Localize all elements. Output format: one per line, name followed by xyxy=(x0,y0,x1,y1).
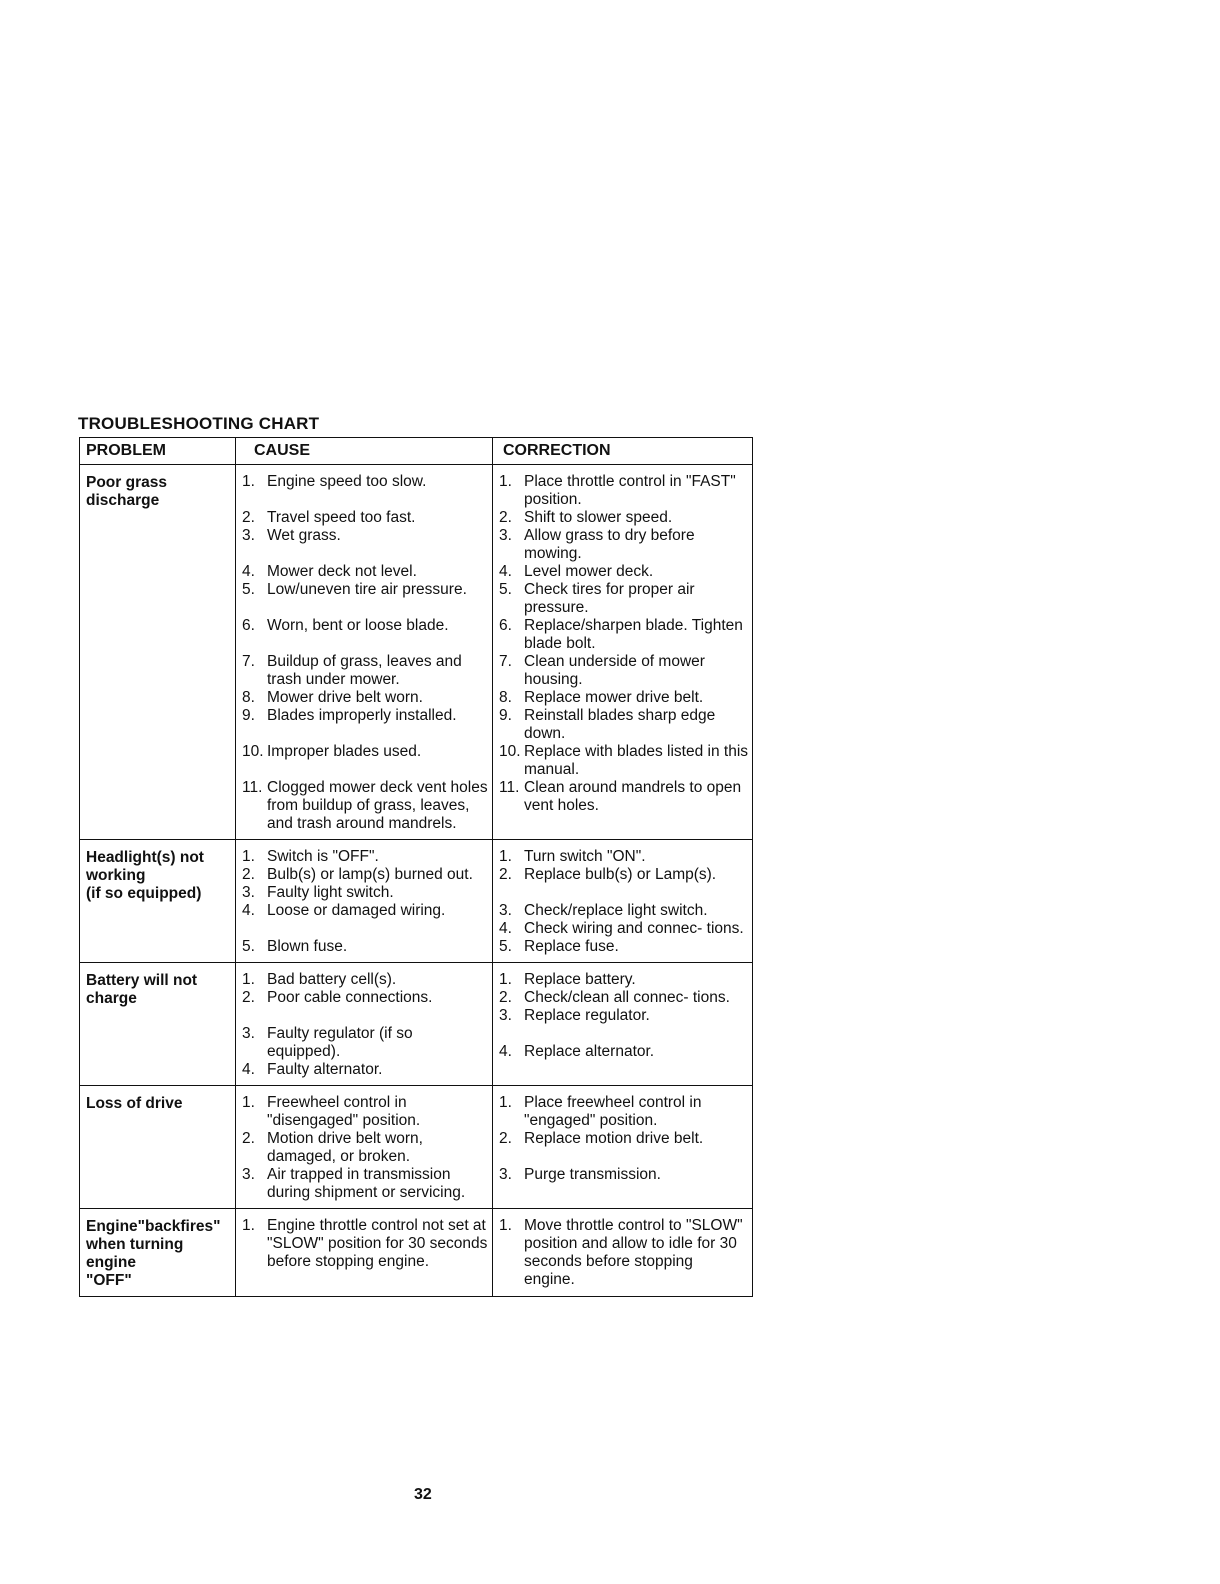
item-number: 3. xyxy=(499,902,512,919)
cause-item xyxy=(242,707,488,725)
correction-item xyxy=(499,509,748,527)
item-number: 2. xyxy=(242,1130,255,1147)
cause-item xyxy=(242,902,488,920)
cause-item xyxy=(242,563,488,581)
correction-item xyxy=(499,617,748,653)
cause-item xyxy=(242,971,488,989)
chart-title: TROUBLESHOOTING CHART xyxy=(78,414,320,433)
item-text: Replace with blades listed in this manual. xyxy=(524,743,749,778)
item-text: Check tires for proper air pressure. xyxy=(524,581,695,616)
cause-item xyxy=(242,866,488,884)
item-text: Buildup of grass, leaves and trash under mower. xyxy=(267,653,462,688)
cause-cell xyxy=(236,1086,493,1209)
item-text: Loose or damaged wiring. xyxy=(267,902,446,919)
item-text: Freewheel control in "disengaged" position. xyxy=(267,1094,421,1129)
item-text: Replace alternator. xyxy=(524,1043,655,1060)
item-number: 2. xyxy=(242,509,255,526)
correction-item xyxy=(499,1043,748,1061)
item-number: 2. xyxy=(242,989,255,1006)
item-text: Improper blades used. xyxy=(267,743,422,760)
item-number: 2. xyxy=(499,989,512,1006)
item-text: Mower deck not level. xyxy=(267,563,417,580)
correction-item xyxy=(499,989,748,1007)
item-text: Turn switch "ON". xyxy=(524,848,646,865)
item-number: 3. xyxy=(242,1025,255,1042)
table-row xyxy=(80,963,753,1086)
item-text: Travel speed too fast. xyxy=(267,509,416,526)
item-text: Mower drive belt worn. xyxy=(267,689,423,706)
cause-item xyxy=(242,743,488,761)
problem-line: (if so equipped) xyxy=(86,885,202,902)
item-text: Switch is "OFF". xyxy=(267,848,379,865)
item-number: 1. xyxy=(499,1094,512,1111)
correction-item xyxy=(499,920,748,938)
correction-item xyxy=(499,1166,748,1184)
item-number: 1. xyxy=(242,1094,255,1111)
item-text: Shift to slower speed. xyxy=(524,509,673,526)
item-number: 2. xyxy=(499,509,512,526)
problem-line: "OFF" xyxy=(86,1272,132,1289)
item-text: Check/replace light switch. xyxy=(524,902,708,919)
item-number: 5. xyxy=(499,938,512,955)
correction-item xyxy=(499,938,748,956)
item-text: Clogged mower deck vent holes from buildup of grass, leaves, and trash around mandrels. xyxy=(267,779,488,832)
item-number: 1. xyxy=(499,848,512,865)
item-text: Low/uneven tire air pressure. xyxy=(267,581,467,598)
header-row xyxy=(80,438,753,465)
item-number: 5. xyxy=(242,581,255,598)
item-number: 11. xyxy=(499,779,520,796)
correction-cell xyxy=(493,1209,753,1297)
item-number: 7. xyxy=(242,653,255,670)
problem-cell xyxy=(80,840,236,963)
item-text: Clean around mandrels to open vent holes. xyxy=(524,779,742,814)
correction-cell xyxy=(493,465,753,840)
correction-item xyxy=(499,743,748,779)
item-number: 10. xyxy=(242,743,264,760)
item-text: Bad battery cell(s). xyxy=(267,971,397,988)
item-text: Purge transmission. xyxy=(524,1166,661,1183)
item-number: 1. xyxy=(242,473,255,490)
item-text: Place throttle control in "FAST" position. xyxy=(524,473,736,508)
item-text: Level mower deck. xyxy=(524,563,654,580)
cause-item xyxy=(242,581,488,599)
item-text: Poor cable connections. xyxy=(267,989,433,1006)
item-text: Blades improperly installed. xyxy=(267,707,457,724)
correction-item xyxy=(499,1130,748,1148)
header-problem: PROBLEM xyxy=(80,438,236,465)
correction-item xyxy=(499,527,748,563)
cause-item xyxy=(242,689,488,707)
problem-line: when turning xyxy=(86,1236,184,1253)
item-number: 8. xyxy=(499,689,512,706)
item-text: Faulty alternator. xyxy=(267,1061,383,1078)
item-text: Check wiring and connec- tions. xyxy=(524,920,744,937)
item-text: Replace battery. xyxy=(524,971,636,988)
item-number: 11. xyxy=(242,779,263,796)
correction-item xyxy=(499,902,748,920)
item-text: Replace bulb(s) or Lamp(s). xyxy=(524,866,717,883)
item-number: 4. xyxy=(242,1061,255,1078)
cause-item xyxy=(242,1166,488,1202)
cause-item xyxy=(242,473,488,491)
item-text: Bulb(s) or lamp(s) burned out. xyxy=(267,866,473,883)
cause-item xyxy=(242,527,488,545)
item-text: Air trapped in transmission during shipment or servicing. xyxy=(267,1166,466,1201)
correction-cell xyxy=(493,1086,753,1209)
problem-line: charge xyxy=(86,990,137,1007)
correction-cell xyxy=(493,963,753,1086)
item-text: Move throttle control to "SLOW" position and allow to idle for 30 seconds before stopping engine. xyxy=(524,1217,743,1288)
correction-item xyxy=(499,563,748,581)
cause-cell xyxy=(236,963,493,1086)
cause-item xyxy=(242,848,488,866)
item-text: Wet grass. xyxy=(267,527,341,544)
correction-item xyxy=(499,653,748,689)
cause-item xyxy=(242,938,488,956)
correction-item xyxy=(499,707,748,743)
item-number: 3. xyxy=(499,527,512,544)
item-number: 3. xyxy=(499,1007,512,1024)
item-number: 6. xyxy=(242,617,255,634)
item-text: Replace fuse. xyxy=(524,938,619,955)
item-number: 1. xyxy=(242,848,255,865)
item-number: 7. xyxy=(499,653,512,670)
item-text: Allow grass to dry before mowing. xyxy=(524,527,695,562)
problem-line: Engine"backfires" xyxy=(86,1218,221,1235)
correction-item xyxy=(499,779,748,815)
cause-item xyxy=(242,1130,488,1166)
problem-line: engine xyxy=(86,1254,136,1271)
correction-cell xyxy=(493,840,753,963)
item-text: Clean underside of mower housing. xyxy=(524,653,705,688)
correction-item xyxy=(499,1007,748,1025)
item-number: 5. xyxy=(499,581,512,598)
item-text: Check/clean all connec- tions. xyxy=(524,989,730,1006)
item-number: 9. xyxy=(242,707,255,724)
item-text: Replace regulator. xyxy=(524,1007,650,1024)
item-number: 3. xyxy=(242,1166,255,1183)
item-text: Engine speed too slow. xyxy=(267,473,427,490)
correction-item xyxy=(499,581,748,617)
problem-cell xyxy=(80,465,236,840)
item-number: 1. xyxy=(242,1217,255,1234)
cause-item xyxy=(242,779,488,833)
problem-line: Poor grass xyxy=(86,474,167,491)
item-text: Place freewheel control in "engaged" position. xyxy=(524,1094,702,1129)
problem-line: Headlight(s) not xyxy=(86,849,204,866)
header-cause: CAUSE xyxy=(236,438,493,465)
page-number: 32 xyxy=(414,1486,432,1503)
item-number: 1. xyxy=(499,971,512,988)
cause-item xyxy=(242,653,488,689)
item-text: Faulty regulator (if so equipped). xyxy=(267,1025,413,1060)
troubleshooting-table-wrapper xyxy=(79,437,753,1297)
item-text: Faulty light switch. xyxy=(267,884,394,901)
item-text: Motion drive belt worn, damaged, or broken. xyxy=(267,1130,423,1165)
troubleshooting-table xyxy=(79,437,753,1297)
item-text: Replace/sharpen blade. Tighten blade bolt. xyxy=(524,617,743,652)
problem-line: Battery will not xyxy=(86,972,198,989)
cause-item xyxy=(242,884,488,902)
item-number: 1. xyxy=(242,971,255,988)
correction-item xyxy=(499,1094,748,1130)
table-row xyxy=(80,1086,753,1209)
correction-item xyxy=(499,866,748,884)
cause-item xyxy=(242,509,488,527)
item-number: 1. xyxy=(499,473,512,490)
item-number: 4. xyxy=(242,563,255,580)
cause-item xyxy=(242,617,488,635)
cause-item xyxy=(242,989,488,1007)
item-text: Replace motion drive belt. xyxy=(524,1130,704,1147)
item-text: Replace mower drive belt. xyxy=(524,689,704,706)
item-number: 1. xyxy=(499,1217,512,1234)
item-text: Worn, bent or loose blade. xyxy=(267,617,449,634)
problem-cell xyxy=(80,963,236,1086)
item-number: 9. xyxy=(499,707,512,724)
cause-cell xyxy=(236,465,493,840)
cause-item xyxy=(242,1061,488,1079)
correction-item xyxy=(499,848,748,866)
correction-item xyxy=(499,1217,748,1289)
item-number: 4. xyxy=(499,563,512,580)
item-number: 4. xyxy=(499,920,512,937)
problem-line: discharge xyxy=(86,492,160,509)
correction-item xyxy=(499,473,748,509)
table-row xyxy=(80,1209,753,1297)
problem-cell xyxy=(80,1209,236,1297)
item-number: 2. xyxy=(499,1130,512,1147)
table-row xyxy=(80,840,753,963)
cause-item xyxy=(242,1025,488,1061)
item-text: Blown fuse. xyxy=(267,938,348,955)
item-text: Engine throttle control not set at "SLOW" position for 30 seconds before stopping engine. xyxy=(267,1217,488,1270)
item-number: 10. xyxy=(499,743,521,760)
item-number: 6. xyxy=(499,617,512,634)
item-number: 4. xyxy=(499,1043,512,1060)
item-number: 3. xyxy=(242,884,255,901)
cause-item xyxy=(242,1094,488,1130)
item-number: 4. xyxy=(242,902,255,919)
cause-item xyxy=(242,1217,488,1271)
item-number: 3. xyxy=(499,1166,512,1183)
problem-line: working xyxy=(86,867,146,884)
item-number: 8. xyxy=(242,689,255,706)
item-number: 2. xyxy=(499,866,512,883)
problem-line: Loss of drive xyxy=(86,1095,183,1112)
cause-cell xyxy=(236,840,493,963)
correction-item xyxy=(499,971,748,989)
table-body xyxy=(80,465,753,1297)
item-number: 5. xyxy=(242,938,255,955)
table-row xyxy=(80,465,753,840)
item-number: 2. xyxy=(242,866,255,883)
item-text: Reinstall blades sharp edge down. xyxy=(524,707,716,742)
correction-item xyxy=(499,689,748,707)
problem-cell xyxy=(80,1086,236,1209)
header-correction: CORRECTION xyxy=(493,438,753,465)
cause-cell xyxy=(236,1209,493,1297)
item-number: 3. xyxy=(242,527,255,544)
